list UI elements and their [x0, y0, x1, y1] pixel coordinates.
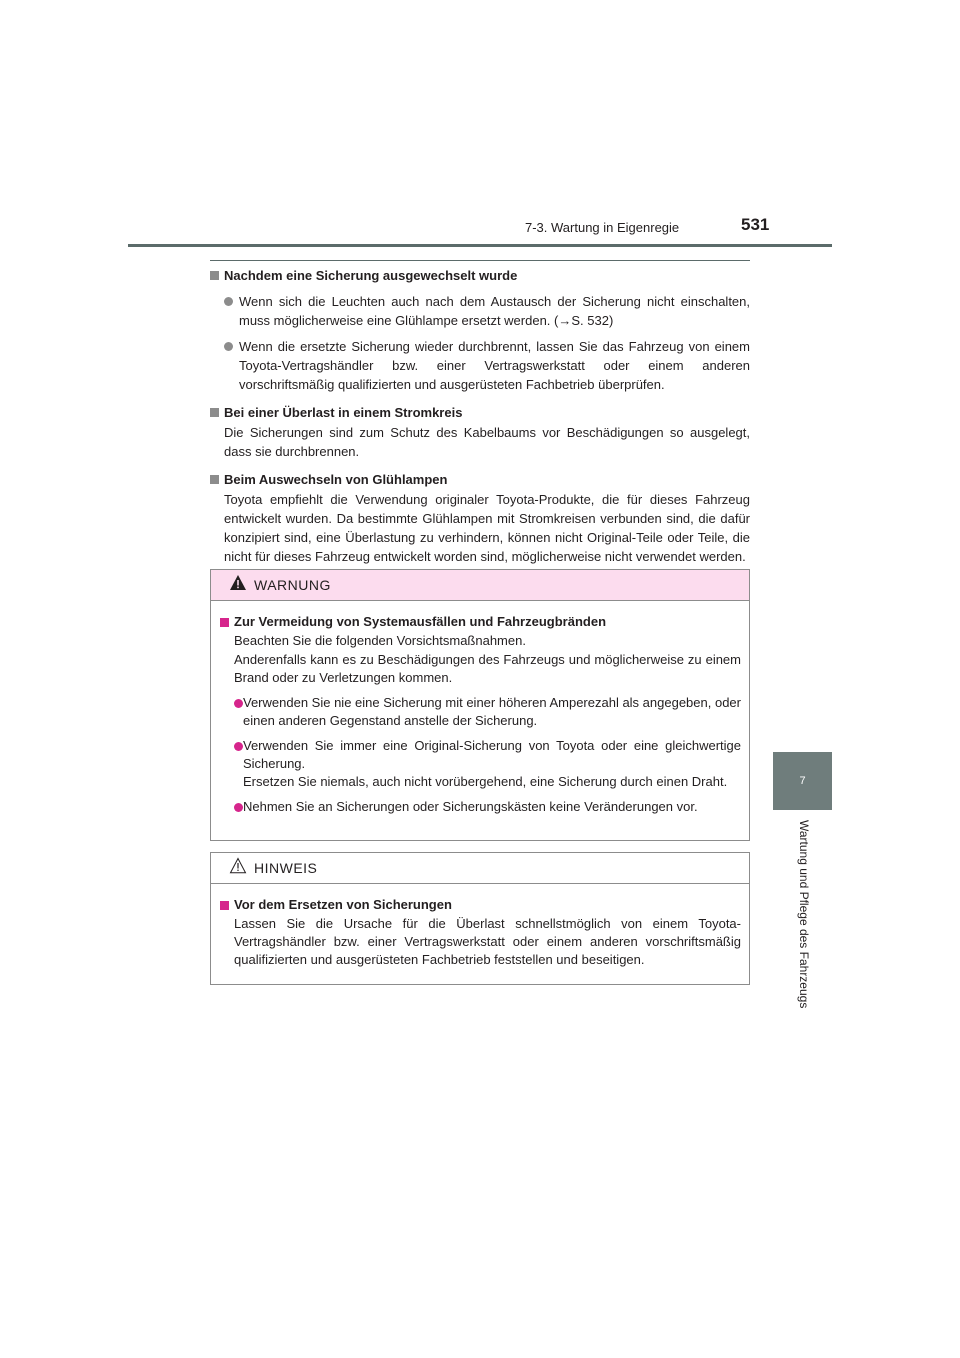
warning-header — [211, 570, 749, 601]
page-number: 531 — [741, 215, 770, 234]
main-content — [210, 266, 750, 575]
list-item: Wenn die ersetzte Sicherung wieder durchbrennt, lassen Sie das Fahrzeug von einem Toyota-Vertragshändler bzw. einer Vertragswerkstatt oder einem anderen vorschriftsmäßig qualifizierten und ausgerüsteten Fachbetrieb überprüfen. — [210, 337, 750, 394]
warning-intro: Anderenfalls kann es zu Beschädigungen des Fahrzeugs und möglicherweise zu einem Brand oder zu Verletzungen kommen. — [234, 652, 741, 685]
note-text: Lassen Sie die Ursache für die Überlast schnellstmöglich von einem Toyota-Vertragshändler bzw. einer Vertragswerkstatt oder einem anderen vorschriftsmäßig qualifizierten und ausgerüsteten Fachbetrieb feststellen und beseitigen. — [234, 916, 741, 967]
chapter-tab: 7 — [773, 752, 832, 810]
note-body — [211, 884, 749, 969]
circle-bullet-icon — [224, 342, 233, 351]
warning-box — [210, 569, 750, 841]
square-bullet-icon — [210, 475, 219, 484]
warning-label: WARNUNG — [254, 577, 331, 593]
section-circuit-overload — [210, 403, 750, 461]
chapter-title: Wartung und Pflege des Fahrzeugs — [797, 820, 811, 1009]
header-divider — [128, 244, 832, 247]
section-header: 7-3. Wartung in Eigenregie — [525, 220, 680, 235]
warning-triangle-icon — [229, 574, 247, 591]
section-title: Beim Auswechseln von Glühlampen — [210, 470, 750, 489]
circle-bullet-icon — [234, 699, 243, 708]
square-bullet-icon — [220, 618, 229, 627]
note-label: HINWEIS — [254, 860, 318, 876]
list-item: Verwenden Sie immer eine Original-Sicherung von Toyota oder eine gleichwertige Sicherung. Ersetzen Sie niemals, auch nicht vorübergehend, eine Sicherung durch einen Draht. — [220, 737, 741, 791]
list-item: Wenn sich die Leuchten auch nach dem Austausch der Sicherung nicht einschalten, muss möglicherweise eine Glühlampe ersetzt werden. (→S. 532) — [210, 292, 750, 330]
caution-triangle-icon — [229, 857, 247, 874]
content-divider — [210, 260, 750, 261]
list-item: Nehmen Sie an Sicherungen oder Sicherungskästen keine Veränderungen vor. — [220, 798, 741, 816]
warning-title: Zur Vermeidung von Systemausfällen und Fahrzeugbränden — [220, 613, 741, 631]
section-replacing-bulbs — [210, 470, 750, 566]
circle-bullet-icon — [224, 297, 233, 306]
section-title: Bei einer Überlast in einem Stromkreis — [210, 403, 750, 422]
warning-body — [211, 601, 749, 816]
note-header — [211, 853, 749, 884]
note-title: Vor dem Ersetzen von Sicherungen — [220, 896, 741, 914]
note-box — [210, 852, 750, 985]
square-bullet-icon — [220, 901, 229, 910]
section-after-fuse-replacement — [210, 266, 750, 394]
section-text: Die Sicherungen sind zum Schutz des Kabelbaums vor Beschädigungen so ausgelegt, dass sie durchbrennen. — [224, 425, 750, 459]
circle-bullet-icon — [234, 742, 243, 751]
list-item: Verwenden Sie nie eine Sicherung mit einer höheren Amperezahl als angegeben, oder einen anderen Gegenstand anstelle der Sicherung. — [220, 694, 741, 730]
section-text: Toyota empfiehlt die Verwendung originaler Toyota-Produkte, die für dieses Fahrzeug entwickelt wurden. Da bestimmte Glühlampen mit Stromkreisen verbunden sind, die dafür konzipiert sind, eine Überlastung zu verhindern, können nicht Original-Teile oder Teile, die nicht für dieses Fahrzeug entwickelt worden sind, möglicherweise nicht verwendet werden. — [224, 492, 750, 564]
warning-intro: Beachten Sie die folgenden Vorsichtsmaßnahmen. — [234, 633, 526, 648]
circle-bullet-icon — [234, 803, 243, 812]
square-bullet-icon — [210, 271, 219, 280]
section-title: Nachdem eine Sicherung ausgewechselt wurde — [210, 266, 750, 285]
square-bullet-icon — [210, 408, 219, 417]
